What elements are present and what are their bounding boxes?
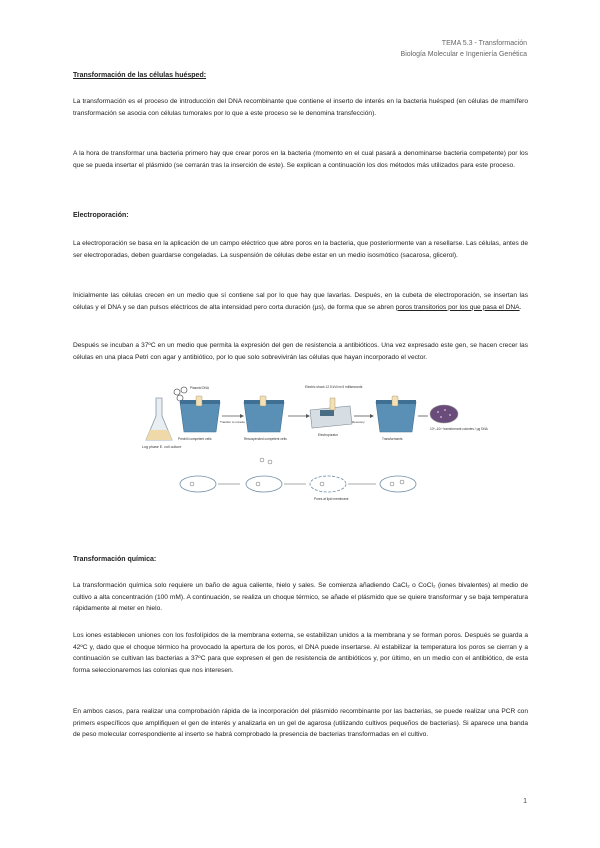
pore-label: Pores at lipid membrane bbox=[314, 497, 349, 501]
step4-label: Transformants bbox=[382, 437, 403, 441]
electroporation-heading: Electroporación: bbox=[73, 212, 129, 219]
header-topic: TEMA 5.3 - Transformación bbox=[441, 40, 527, 47]
electroporation-paragraph-1: La electroporación se basa en la aplicación de un campo eléctrico que abre poros en la bacteria, que posteriormente van a resellarse. Las células, antes de ser electroporadas, deben guardarse congeladas. La suspensión de células debe estar en un medio isosmótico (sacarosa, glicerol). bbox=[73, 240, 528, 259]
electroporation-paragraph-2: Inicialmente las células crecen en un medio que sí contiene sal por lo que hay que lavarlas. Después, en la cubeta de electroporación, se insertan las células y el DNA y se dan pulsos eléctricos de alta intensidad pero corta duración (µs), de forma que se abren poros transitorios por los que pasa el DNA. bbox=[73, 292, 528, 311]
arrow1-label: Transfer to cuvette bbox=[220, 420, 245, 424]
flask-label: Log phase E. coli culture bbox=[142, 445, 182, 449]
electroporation-figure bbox=[140, 380, 488, 515]
header-course: Biología Molecular e Ingeniería Genética bbox=[400, 51, 527, 58]
step1-label: Prechill competent cells bbox=[178, 437, 212, 441]
ice-bucket-2 bbox=[244, 396, 284, 432]
petri-dish-icon bbox=[430, 405, 458, 423]
step2-label: Resuspended competent cells bbox=[244, 437, 287, 441]
chemical-paragraph-2: Los iones establecen uniones con los fosfolípidos de la membrana externa, se estabilizan unidos a la membrana y se forman poros. Después se guarda a 42ºC y, dado que el choque térmico ha provocado la apertura de los poros, el DNA puede insertarse. Al estabilizar la temperatura los poros se cierran y a continuación se cultivan las bacterias a 37ºC para que expresen el gen de resistencia de antibióticos y, por último, en un medio con el antibiótico, de esta forma seleccionaremos las colonias que nos interesen. bbox=[73, 632, 528, 674]
shock-label: Electric shock 12.5 kV/cm 5 milliseconds bbox=[305, 385, 363, 389]
section-title: Transformación de las células huésped: bbox=[73, 72, 207, 79]
plasmid-icon bbox=[174, 387, 187, 401]
result-label: 10⁹–10¹⁰ transformant colonies / µg DNA bbox=[430, 427, 488, 431]
plasmid-label: Plasmid DNA bbox=[190, 386, 209, 390]
ice-bucket-1 bbox=[180, 396, 220, 432]
arrow3-label: Recovery bbox=[352, 420, 365, 424]
chemical-heading: Transformación química: bbox=[73, 556, 157, 563]
flask-icon bbox=[146, 398, 172, 440]
intro-paragraph-1: La transformación es el proceso de introducción del DNA recombinante que contiene el inserto de interés en la bacteria huésped (en células de mamífero transformación se asocia con células tumorales por lo que a este proceso se le denomina transfección). bbox=[73, 98, 528, 117]
intro-paragraph-2: A la hora de transformar una bacteria primero hay que crear poros en la bacteria (momento en el cual pasará a denominarse bacteria competente) por los que se pueda insertar el plásmido (se cerrarán tras la inserción de este). Se explican a continuación los dos métodos más utilizados para este proceso. bbox=[73, 150, 528, 169]
chemical-paragraph-1: La transformación química solo requiere un baño de agua caliente, hielo y sales. Se comienza añadiendo CaCl₂ o CoCl₂ (iones bivalentes) al medio de cultivo a alta concentración (100 mM). A continuación, se realiza un choque térmico, se añade el plásmido que se quiere transformar y se baja temperatura rápidamente al meter en hielo. bbox=[73, 582, 528, 613]
electroporation-paragraph-3: Después se incuban a 37ºC en un medio que permita la expresión del gen de resistencia a antibióticos. Una vez expresado este gen, se hacen crecer las células en una placa Petri con agar y antibiótico, por lo que solo sobrevivirán las células que hayan incorporado el vector. bbox=[73, 342, 528, 361]
page-number: 1 bbox=[523, 798, 527, 805]
step3-label: Electroporator bbox=[318, 433, 339, 437]
chemical-paragraph-3: En ambos casos, para realizar una comprobación rápida de la incorporación del plásmido recombinante por las bacterias, se puede realizar una PCR con primers específicos que amplifiquen el gen de interés y analizarla en un gel de agarosa (utilizando cultivos pequeños de bacterias). Si aparece una banda de peso molecular correspondiente al inserto se habrá comprobado la presencia de bacterias transformadas en el cultivo. bbox=[73, 708, 528, 739]
electroporator-icon bbox=[310, 398, 352, 428]
ice-bucket-3 bbox=[376, 396, 416, 432]
